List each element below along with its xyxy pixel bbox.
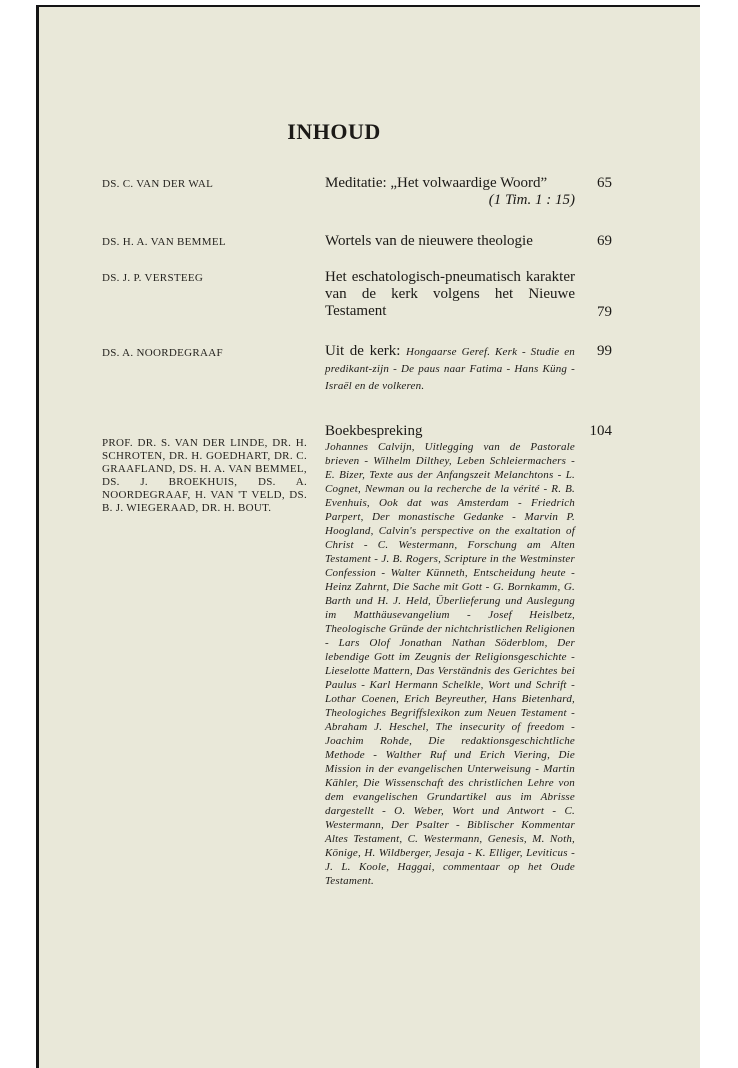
- entry-page-number: 79: [597, 304, 612, 320]
- entry-page-number: 104: [589, 423, 612, 439]
- entry-author: DS. C. VAN DER WAL: [102, 178, 214, 190]
- entry-title-text: Boekbespreking: [325, 423, 423, 439]
- entry-author: DS. J. P. VERSTEEG: [102, 272, 204, 284]
- entry-title: [325, 343, 575, 394]
- entry-title: Wortels van de nieuwere theologie: [325, 233, 533, 249]
- entry-title: [325, 423, 575, 888]
- entry-reference: (1 Tim. 1 : 15): [488, 192, 575, 208]
- page-title: INHOUD: [287, 119, 381, 144]
- entry-title: Het eschatologisch-pneumatisch karakter van de kerk volgens het Nieuwe Testament: [325, 269, 575, 319]
- entry-author: PROF. DR. S. VAN DER LINDE, DR. H. SCHROTEN, DR. H. GOEDHART, DR. C. GRAAFLAND, DS. H. A. VAN BEMMEL, DS. J. BROEKHUIS, DS. A. NOORDEGRAAF, H. VAN 'T VELD, DS. B. J. WIEGERAAD, DR. H. BOUT.: [102, 437, 307, 514]
- entry-page-number: 69: [597, 233, 612, 249]
- entry-subtitle: Hongaarse Geref. Kerk - Studie en predikant-zijn - De paus naar Fatima - Hans Küng - Israël en de volkeren.: [325, 346, 575, 392]
- entry-author: DS. A. NOORDEGRAAF: [102, 347, 223, 359]
- entry-page-number: 65: [597, 175, 612, 191]
- entry-title: [325, 175, 575, 209]
- entry-subtitle: Johannes Calvijn, Uitlegging van de Pastorale brieven - Wilhelm Dilthey, Leben Schleiermachers - E. Bizer, Texte aus der Anfangszeit Melanchtons - L. Cognet, Newman ou la recherche de la vérité - R. B. Evenhuis, Ook dat was Amsterdam - Friedrich Parpert, Der monastische Gedanke - Marvin P. Hoogland, Calvin's perspective on the exaltation of Christ - C. Westermann, Forschung am Alten Testament - J. B. Rogers, Scripture in the Westminster Confession - Walter Künneth, Entscheidung heute - Heinz Zahrnt, Die Sache mit Gott - G. Bornkamm, G. Barth und H. J. Held, Überlieferung und Auslegung im Matthäusevangelium - Josef Heislbetz, Theologische Gründe der nichtchristlichen Religionen - Lars Olof Jonathan Nathan Söderblom, Der lebendige Gott im Zeugnis der Religionsgeschichte - Lieselotte Mattern, Das Verständnis des Gerichtes bei Paulus - Karl Hermann Schelkle, Wort und Schrift - Lothar Coenen, Erich Beyreuther, Hans Bietenhard, Theologiches Begriffslexikon zum Neuen Testament - Abraham J. Heschel, The insecurity of freedom - Joachim Rohde, Die redaktionsgeschichtliche Methode - Walther Ruf und Erich Viering, Die Mission in der evangelischen Unterweisung - Martin Kähler, Die Wissenschaft des christlichen Lehre von dem evangelischen Grundartikel aus im Abrisse dargestellt - O. Weber, Wort und Antwort - C. Westermann, Der Psalter - Biblischer Kommentar Altes Testament, C. Westermann, Genesis, M. Noth, Könige, H. Wildberger, Jesaja - K. Elliger, Leviticus - J. L. Koole, Haggai, commentaar op het Oude Testament.: [325, 441, 575, 887]
- entry-page-number: 99: [597, 343, 612, 359]
- entry-author: DS. H. A. VAN BEMMEL: [102, 236, 226, 248]
- entry-title-text: Uit de kerk:: [325, 343, 401, 359]
- entry-title-text: Meditatie: „Het volwaardige Woord”: [325, 175, 548, 191]
